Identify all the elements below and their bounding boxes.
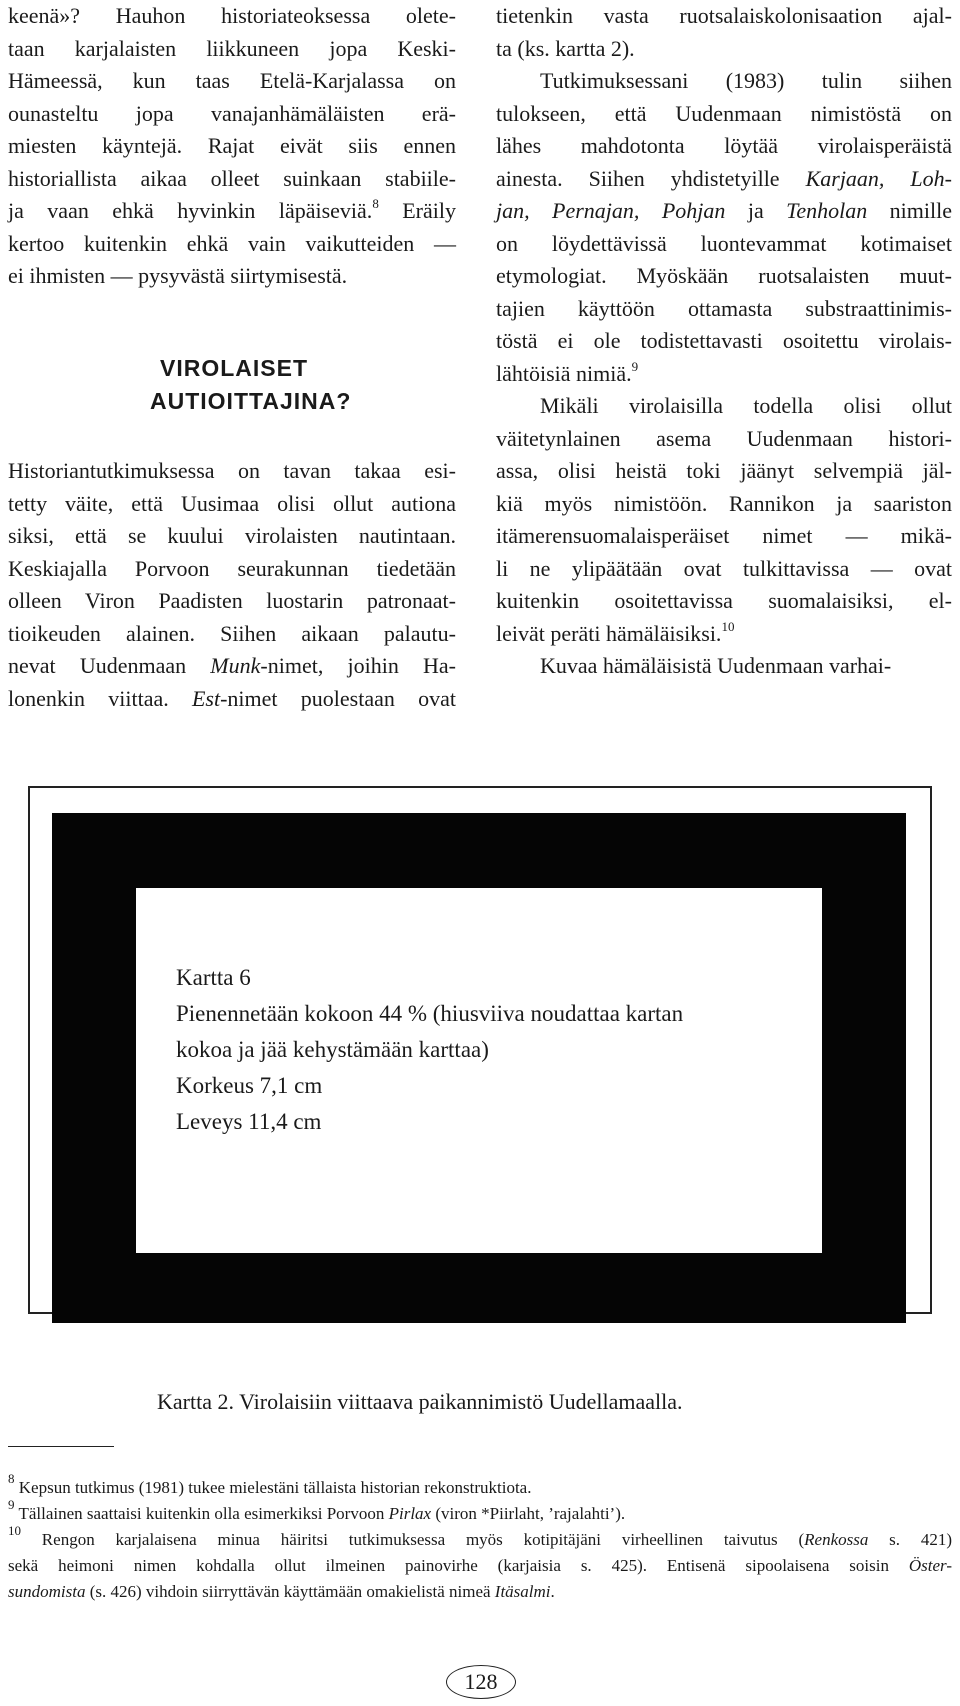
text-line: itämerensuomalaisperäiset nimet — mikä-: [496, 523, 952, 548]
text-line: Kuvaa hämäläisistä Uudenmaan varhai-: [540, 653, 892, 678]
text-line: ei ihmisten — pysyvästä siirtymisestä.: [8, 263, 348, 288]
text-line: Historiantutkimuksessa on tavan takaa esi-: [8, 458, 456, 483]
text-line: miesten käyntejä. Rajat eivät siis ennen: [8, 133, 456, 158]
footnote-ref-10[interactable]: 10: [721, 618, 735, 634]
text-line: historiallista aikaa olleet suinkaan stabiile-: [8, 165, 456, 191]
text-line: taan karjalaisten liikkuneen jopa Keski-: [8, 35, 456, 61]
footnote-8: $^8$ Kepsun tutkimus (1981) tukee mielestäni tällaista historian rekonstruktiota.: [8, 1471, 532, 1497]
text-line: Tutkimuksessani (1983) tulin siihen: [540, 68, 952, 93]
text-line: ainesta. Siihen yhdistetyille Karjaan, Loh-: [496, 165, 952, 191]
text-line: ounasteltu jopa vanajanhämäläisten erä-: [8, 100, 456, 126]
left-column-para2: [8, 455, 456, 715]
text-line: li ne ylipäätään ovat tulkittavissa — ovat: [496, 555, 952, 581]
text-line: väitetynlainen asema Uudenmaan histori-: [496, 425, 952, 451]
footnotes: [8, 1471, 953, 1605]
right-column: [496, 0, 952, 683]
text-line: lähes mahdotonta löytää virolaisperäistä: [496, 133, 952, 158]
footnote-10-cont: sekä heimoni nimen kohdalla ollut ilmeinen painovirhe (karjaisia s. 425). Entisenä sipoolaisena soisin Öster-: [8, 1556, 952, 1575]
text-line: leivät peräti hämäläisiksi.$^{10}$: [496, 618, 735, 646]
text-line: Hämeessä, kun taas Etelä-Karjalassa on: [8, 68, 456, 93]
text-line: siksi, että se kuului virolaisten nautintaan.: [8, 523, 456, 548]
text-line: jan, Pernajan, Pohjan ja Tenholan nimille: [496, 198, 952, 223]
text-line: lähtöisiä nimiä.$^9$: [496, 358, 639, 386]
text-line: tietenkin vasta ruotsalaiskolonisaation ajal-: [496, 3, 952, 28]
section-heading: VIROLAISET AUTIOITTAJINA?: [150, 355, 352, 414]
map-note: Kartta 6 Pienennetään kokoon 44 % (hiusviiva noudattaa kartan kokoa ja jää kehystämään karttaa) Korkeus 7,1 cm Leveys 11,4 cm: [176, 965, 684, 1134]
footnote-10-end: sundomista (s. 426) vihdoin siirryttävän käyttämään omakielistä nimeä Itäsalmi.: [8, 1582, 555, 1601]
text-line: kiä myös nimistöön. Rannikon ja saariston: [496, 490, 952, 516]
text-line: tulokseen, että Uudenmaan nimistöstä on: [496, 100, 952, 126]
left-column: [8, 0, 456, 293]
map-caption: Kartta 2. Virolaisiin viittaava paikannimistö Uudellamaalla.: [157, 1389, 683, 1414]
footnote-9: $^9$ Tällainen saattaisi kuitenkin olla esimerkiksi Porvoon Pirlax (viron *Piirlaht, ’rajalahti’).: [8, 1497, 626, 1523]
text-line: kertoo kuitenkin ehkä vain vaikutteiden —: [8, 230, 456, 256]
text-line: kuitenkin osoitettavissa suomalaisiksi, el-: [496, 588, 952, 613]
text-line: on löydettävissä luontevammat kotimaiset: [496, 230, 952, 256]
footnote-ref-8[interactable]: 8: [372, 196, 379, 211]
text-line: ja vaan ehkä hyvinkin läpäiseviä.$^8$ Eräily: [8, 196, 456, 223]
text-line: ta (ks. kartta 2).: [496, 35, 635, 61]
text-line: töstä ei ole todistettavasti osoitettu virolais-: [496, 328, 952, 353]
footnote-10: $^{10}$ Rengon karjalaisena minua häiritsi tutkimuksessa myös kotipitäjäni virheellinen taivutus (Renkossa s. 421): [8, 1523, 953, 1549]
text-line: etymologiat. Myöskään ruotsalaisten muut-: [496, 263, 952, 288]
text-line: tioikeuden alainen. Siihen aikaan palautu-: [8, 620, 456, 646]
text-line: tetty väite, että Uusimaa olisi ollut autiona: [8, 490, 456, 516]
text-line: nevat Uudenmaan Munk-nimet, joihin Ha-: [8, 653, 456, 678]
text-line: tajien käyttöön ottamasta substraattinimis-: [496, 295, 952, 321]
footnote-ref-9[interactable]: 9: [631, 358, 639, 374]
text-line: keenä»? Hauhon historiateoksessa olete-: [8, 3, 456, 28]
text-line: assa, olisi heistä toki jäänyt selvempiä jäl-: [496, 458, 952, 483]
text-line: olleen Viron Paadisten luostarin patronaat-: [8, 588, 456, 613]
footnote-divider: [8, 1446, 114, 1447]
text-line: lonenkin viittaa. Est-nimet puolestaan ovat: [8, 685, 457, 711]
text-line: Keskiajalla Porvoon seurakunnan tiedetään: [8, 555, 456, 581]
text-line: Mikäli virolaisilla todella olisi ollut: [540, 393, 952, 418]
page-number: 128: [446, 1665, 516, 1699]
